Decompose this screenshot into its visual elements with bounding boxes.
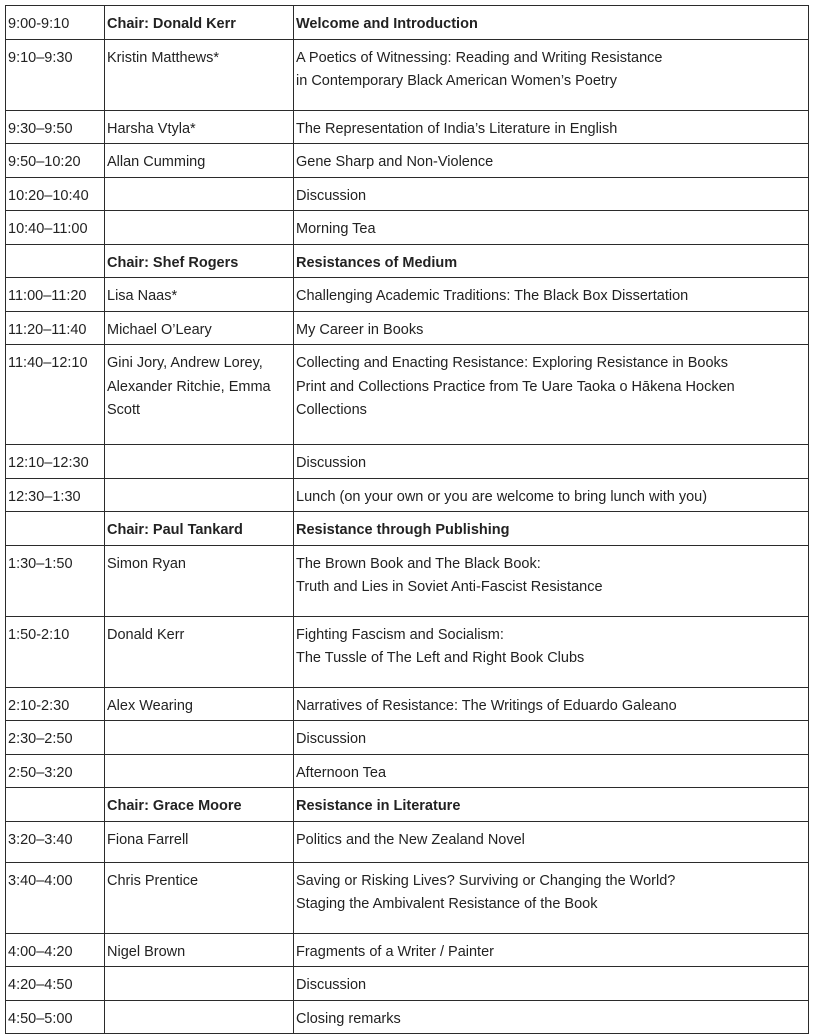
time-cell: 3:20–3:40 (6, 821, 105, 862)
talk-title-cell (294, 39, 809, 110)
chair-cell (105, 6, 294, 40)
talk-title-cell (294, 1000, 809, 1034)
speaker-cell (105, 478, 294, 512)
time-cell: 9:10–9:30 (6, 39, 105, 110)
time-cell: 10:40–11:00 (6, 211, 105, 245)
speaker-name: Alexander Ritchie, Emma (107, 378, 271, 395)
schedule-row (6, 6, 809, 40)
schedule-row (6, 445, 809, 479)
talk-title-cell (294, 478, 809, 512)
talk-title: in Contemporary Black American Women’s Poetry (296, 73, 618, 89)
speaker-cell (105, 821, 294, 862)
talk-title: Collecting and Enacting Resistance: Exploring Resistance in Books (296, 355, 729, 371)
talk-title: Fragments of a Writer / Painter (296, 943, 494, 960)
session-title-cell (294, 788, 809, 822)
session-title: Resistance in Literature (296, 798, 461, 814)
speaker-name: Donald Kerr (107, 626, 185, 643)
schedule-row (6, 177, 809, 211)
chair-cell (105, 512, 294, 546)
time-cell: 11:40–12:10 (6, 345, 105, 445)
talk-title: Morning Tea (296, 221, 376, 237)
speaker-cell (105, 687, 294, 721)
talk-title: Closing remarks (296, 1010, 401, 1027)
speaker-name: Kristin Matthews* (107, 49, 220, 66)
time-cell: 1:50-2:10 (6, 616, 105, 687)
talk-title-cell (294, 933, 809, 967)
speaker-name: Harsha Vtyla* (107, 120, 196, 137)
talk-title-cell (294, 445, 809, 479)
talk-title-cell (294, 821, 809, 862)
schedule-row (6, 345, 809, 445)
speaker-cell (105, 144, 294, 178)
talk-title: Discussion (296, 455, 367, 471)
speaker-cell (105, 721, 294, 755)
time-cell: 4:50–5:00 (6, 1000, 105, 1034)
talk-title: The Brown Book and The Black Book: (296, 555, 541, 572)
talk-title: Discussion (296, 731, 367, 747)
schedule-row (6, 933, 809, 967)
speaker-cell (105, 862, 294, 933)
time-cell (6, 788, 105, 822)
time-cell: 9:30–9:50 (6, 110, 105, 144)
time-cell: 9:00-9:10 (6, 6, 105, 40)
session-title-cell (294, 512, 809, 546)
schedule-row (6, 821, 809, 862)
time-cell: 12:30–1:30 (6, 478, 105, 512)
talk-title: Discussion (296, 187, 367, 204)
speaker-cell (105, 445, 294, 479)
schedule-row (6, 545, 809, 616)
time-cell: 3:40–4:00 (6, 862, 105, 933)
talk-title-cell (294, 345, 809, 445)
speaker-cell (105, 177, 294, 211)
speaker-name: Fiona Farrell (107, 831, 189, 848)
talk-title-cell (294, 110, 809, 144)
schedule-row (6, 39, 809, 110)
speaker-cell (105, 933, 294, 967)
speaker-name: Scott (107, 402, 141, 418)
schedule-row (6, 862, 809, 933)
session-title-cell (294, 6, 809, 40)
talk-title: Collections (296, 402, 367, 418)
time-cell: 1:30–1:50 (6, 545, 105, 616)
schedule-row (6, 788, 809, 822)
chair-cell (105, 788, 294, 822)
talk-title: Gene Sharp and Non-Violence (296, 154, 494, 170)
speaker-name: Gini Jory, Andrew Lorey, (107, 355, 263, 371)
speaker-name: Chris Prentice (107, 872, 199, 889)
schedule-row (6, 311, 809, 345)
talk-title: Narratives of Resistance: The Writings of Eduardo Galeano (296, 697, 677, 714)
chair-name: Chair: Shef Rogers (107, 254, 239, 271)
speaker-cell (105, 110, 294, 144)
chair-name: Chair: Paul Tankard (107, 522, 243, 538)
time-cell: 2:30–2:50 (6, 721, 105, 755)
talk-title: Challenging Academic Traditions: The Black Box Dissertation (296, 288, 689, 304)
talk-title-cell (294, 721, 809, 755)
session-title: Resistance through Publishing (296, 522, 510, 538)
schedule-row (6, 278, 809, 312)
schedule-row (6, 721, 809, 755)
speaker-cell (105, 754, 294, 788)
time-cell: 9:50–10:20 (6, 144, 105, 178)
speaker-name: Simon Ryan (107, 555, 186, 572)
schedule-row (6, 1000, 809, 1034)
speaker-cell (105, 311, 294, 345)
speaker-name: Michael O’Leary (107, 321, 212, 338)
schedule-row (6, 754, 809, 788)
time-cell (6, 244, 105, 278)
schedule-row (6, 616, 809, 687)
session-title-cell (294, 244, 809, 278)
time-cell: 2:50–3:20 (6, 754, 105, 788)
talk-title: Lunch (on your own or you are welcome to bring lunch with you) (296, 488, 708, 505)
talk-title: My Career in Books (296, 321, 424, 338)
session-title: Resistances of Medium (296, 254, 458, 271)
talk-title-cell (294, 311, 809, 345)
time-cell (6, 512, 105, 546)
time-cell: 11:20–11:40 (6, 311, 105, 345)
schedule-body (6, 6, 809, 1034)
time-cell: 4:20–4:50 (6, 967, 105, 1001)
schedule-row (6, 967, 809, 1001)
schedule-row (6, 687, 809, 721)
talk-title: Fighting Fascism and Socialism: (296, 626, 504, 643)
talk-title: The Tussle of The Left and Right Book Clubs (296, 650, 585, 666)
time-cell: 4:00–4:20 (6, 933, 105, 967)
talk-title-cell (294, 278, 809, 312)
speaker-cell (105, 1000, 294, 1034)
speaker-cell (105, 39, 294, 110)
chair-cell (105, 244, 294, 278)
talk-title-cell (294, 144, 809, 178)
speaker-cell (105, 278, 294, 312)
talk-title-cell (294, 862, 809, 933)
talk-title: The Representation of India’s Literature in English (296, 120, 618, 137)
talk-title: Discussion (296, 977, 367, 993)
talk-title: Politics and the New Zealand Novel (296, 831, 525, 848)
time-cell: 10:20–10:40 (6, 177, 105, 211)
schedule-row (6, 110, 809, 144)
speaker-name: Alex Wearing (107, 697, 193, 714)
talk-title: Truth and Lies in Soviet Anti-Fascist Resistance (296, 579, 603, 595)
speaker-cell (105, 545, 294, 616)
speaker-name: Lisa Naas* (107, 288, 178, 304)
talk-title: Staging the Ambivalent Resistance of the Book (296, 896, 598, 912)
schedule-row (6, 244, 809, 278)
talk-title: Print and Collections Practice from Te Uare Taoka o Hākena Hocken (296, 378, 735, 395)
talk-title-cell (294, 545, 809, 616)
schedule-row (6, 144, 809, 178)
speaker-name: Nigel Brown (107, 943, 186, 960)
time-cell: 12:10–12:30 (6, 445, 105, 479)
schedule-row (6, 478, 809, 512)
speaker-name: Allan Cumming (107, 154, 206, 170)
schedule-row (6, 211, 809, 245)
time-cell: 11:00–11:20 (6, 278, 105, 312)
speaker-cell (105, 616, 294, 687)
speaker-cell (105, 211, 294, 245)
time-cell: 2:10-2:30 (6, 687, 105, 721)
talk-title-cell (294, 687, 809, 721)
talk-title-cell (294, 967, 809, 1001)
speaker-cell (105, 967, 294, 1001)
talk-title-cell (294, 616, 809, 687)
talk-title-cell (294, 754, 809, 788)
talk-title: A Poetics of Witnessing: Reading and Writing Resistance (296, 49, 663, 66)
schedule-table (5, 5, 809, 1034)
chair-name: Chair: Donald Kerr (107, 16, 236, 32)
talk-title: Afternoon Tea (296, 764, 387, 781)
talk-title-cell (294, 177, 809, 211)
schedule-row (6, 512, 809, 546)
speaker-cell (105, 345, 294, 445)
session-title: Welcome and Introduction (296, 16, 478, 32)
talk-title: Saving or Risking Lives? Surviving or Changing the World? (296, 872, 676, 889)
talk-title-cell (294, 211, 809, 245)
chair-name: Chair: Grace Moore (107, 798, 242, 814)
